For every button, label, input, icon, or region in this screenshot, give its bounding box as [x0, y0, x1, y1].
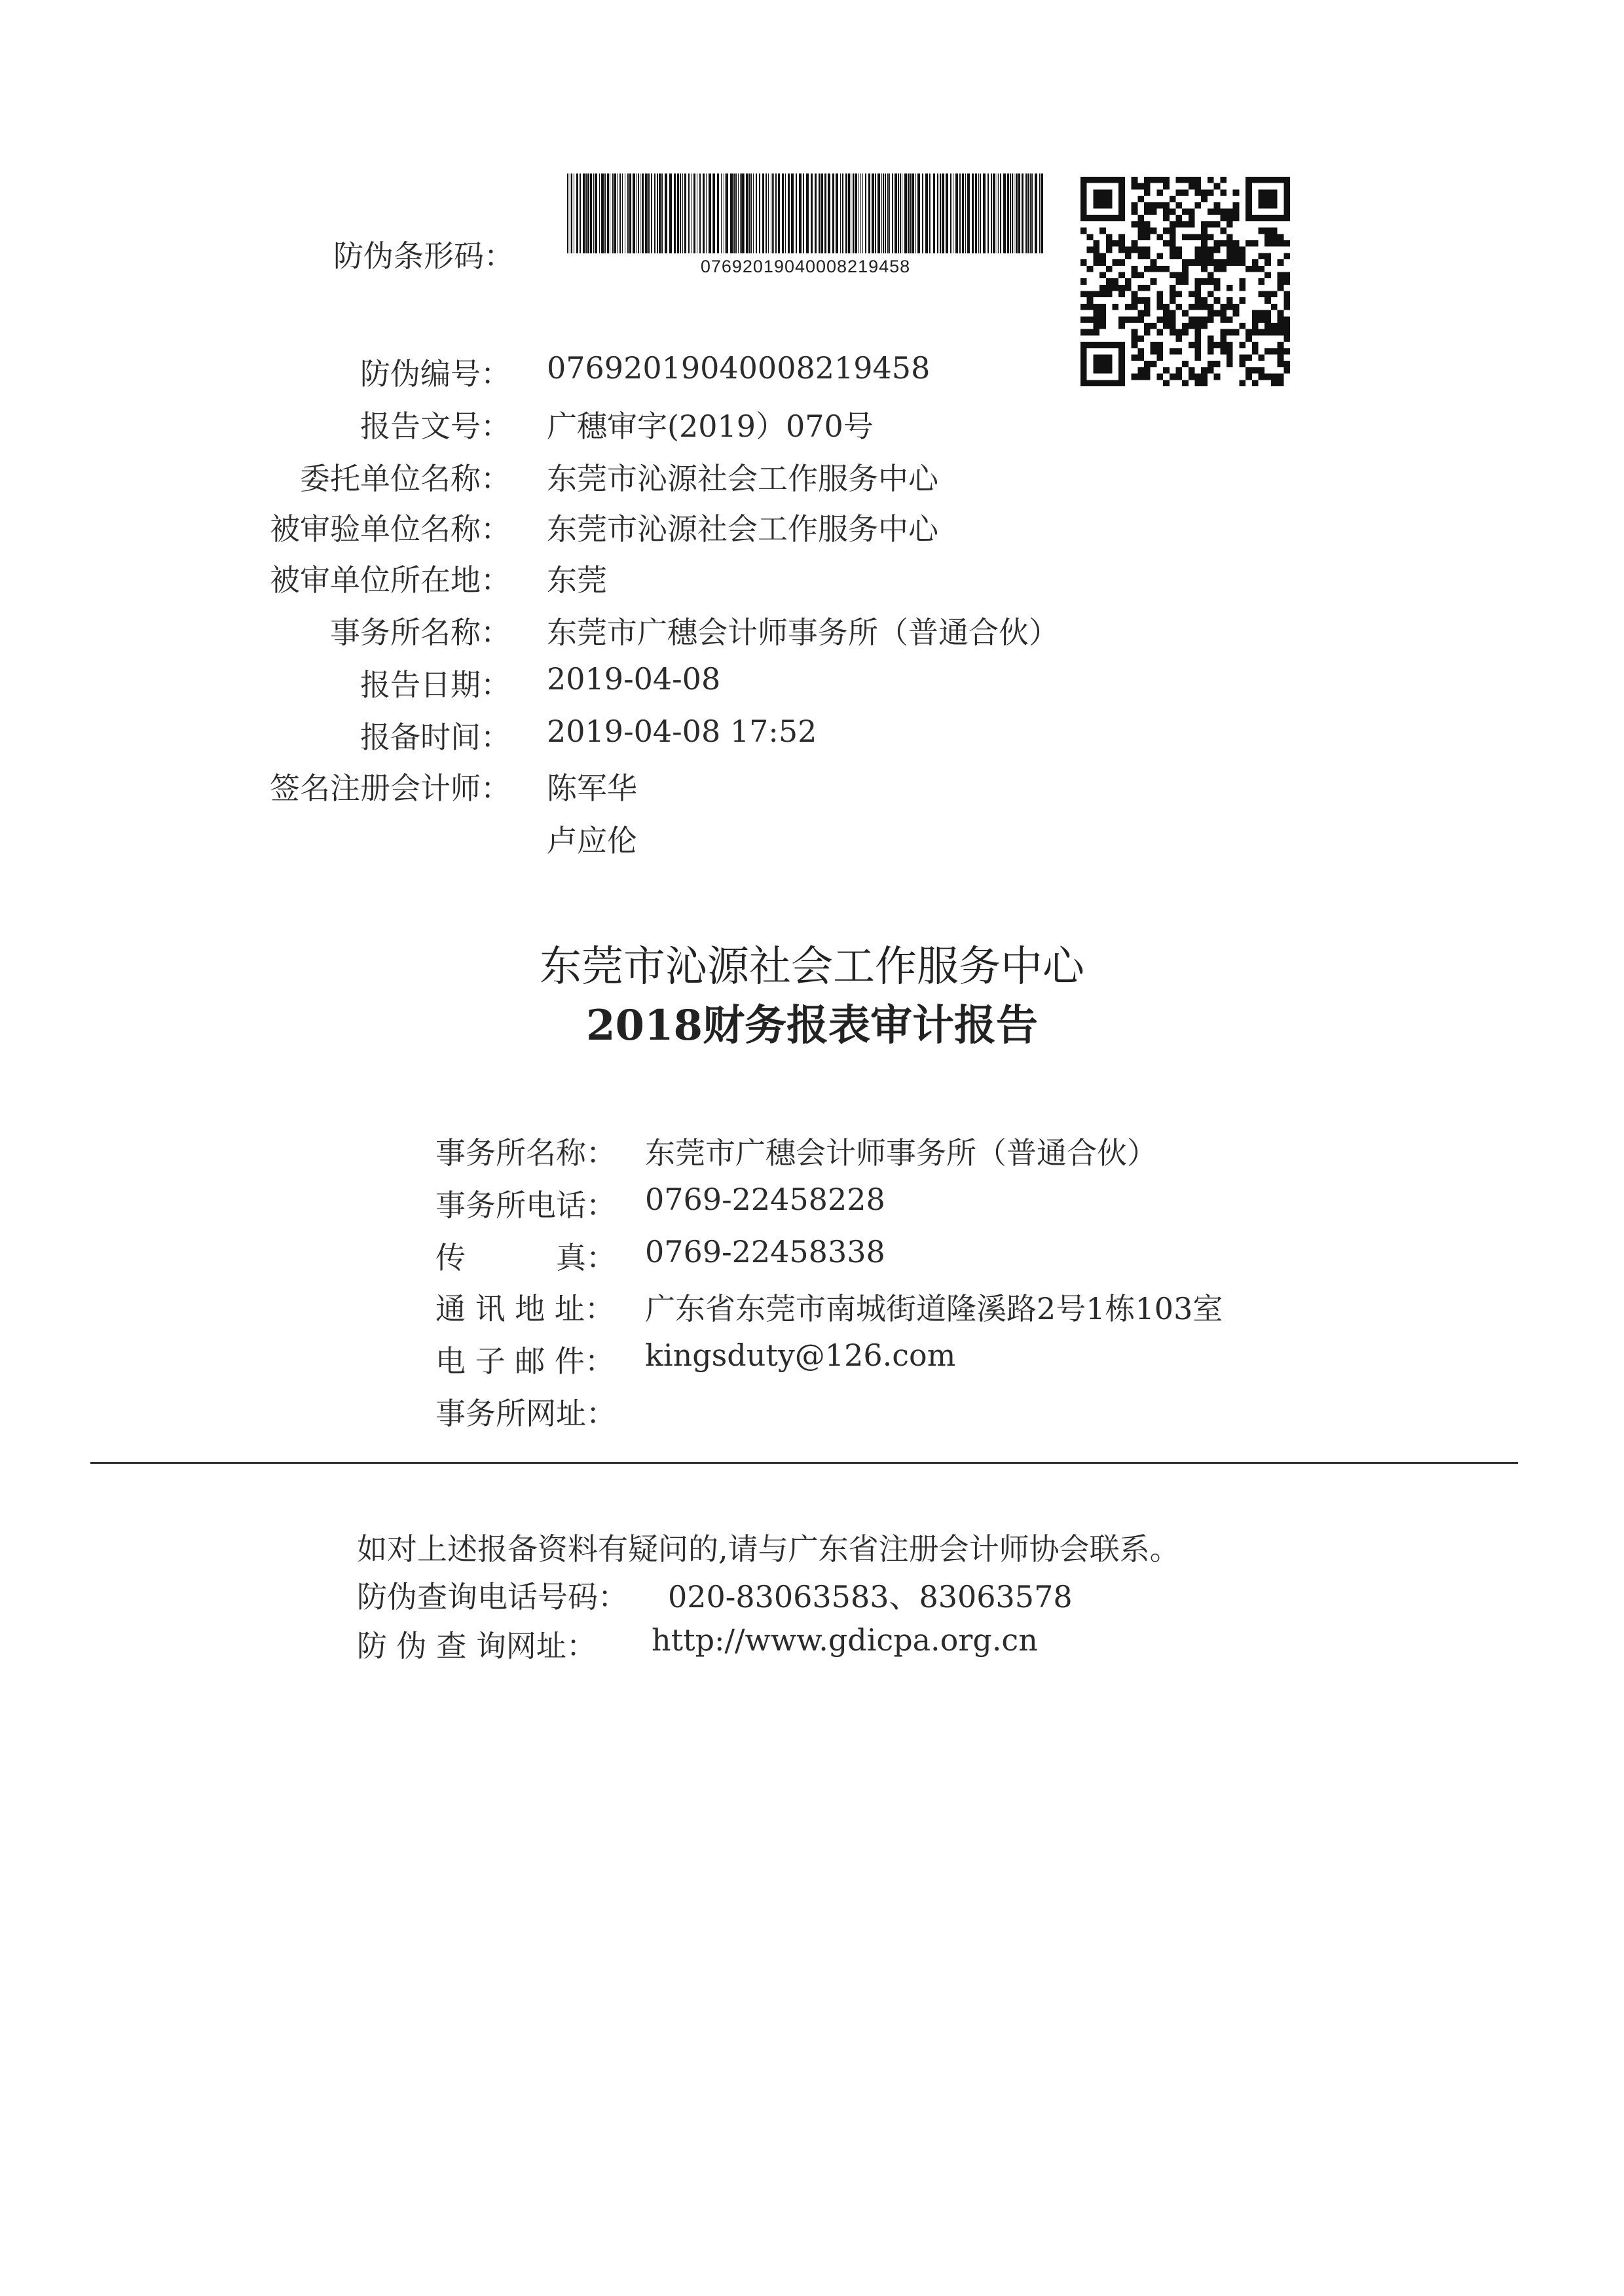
field-label: 事务所名称：: [330, 615, 511, 650]
field-label: 委托单位名称：: [300, 461, 511, 496]
contact-label: 电 子 邮 件：: [435, 1343, 615, 1379]
contact-value: 0769-22458338: [645, 1234, 885, 1269]
field-label: 防伪编号：: [360, 356, 511, 392]
field-label: 被审单位所在地：: [270, 562, 511, 598]
field-label: 报备时间：: [360, 720, 511, 755]
report-title-line1: 东莞市沁源社会工作服务中心: [540, 943, 1084, 991]
field-label: 被审验单位名称：: [270, 511, 511, 547]
field-value: 07692019040008219458: [547, 350, 931, 386]
barcode: [563, 173, 1048, 265]
footer-note: 如对上述报备资料有疑问的,请与广东省注册会计师协会联系。: [357, 1531, 1180, 1567]
contact-label: 事务所网址：: [435, 1396, 616, 1431]
divider: [90, 1462, 1518, 1464]
field-value: 东莞: [547, 562, 607, 598]
footer-phone-label: 防伪查询电话号码：: [357, 1579, 628, 1614]
report-title-line2: 2018财务报表审计报告: [585, 1001, 1039, 1050]
contact-label: 传 真：: [435, 1240, 616, 1275]
field-value: 广穗审字(2019）070号: [547, 409, 874, 444]
contact-value: 0769-22458228: [645, 1182, 885, 1217]
barcode-number: 07692019040008219458: [700, 257, 911, 276]
footer-phone-value: 020-83063583、83063578: [668, 1579, 1073, 1614]
qr-code-icon: [1080, 177, 1290, 386]
field-value: 2019-04-08: [547, 661, 721, 697]
contact-label: 通 讯 地 址：: [435, 1291, 615, 1326]
contact-label: 事务所名称：: [435, 1135, 616, 1171]
footer-web-label: 防 伪 查 询网址：: [357, 1628, 597, 1664]
field-value: 陈军华: [547, 771, 637, 806]
field-value: 东莞市沁源社会工作服务中心: [547, 461, 938, 496]
barcode-label: 防伪条形码：: [333, 238, 514, 274]
field-value: 东莞市广穗会计师事务所（普通合伙）: [547, 615, 1059, 650]
field-label: 签名注册会计师：: [270, 771, 511, 806]
field-value: 卢应伦: [547, 823, 637, 858]
footer-web-link[interactable]: http://www.gdicpa.org.cn: [652, 1622, 1038, 1658]
contact-value: 东莞市广穗会计师事务所（普通合伙）: [645, 1135, 1157, 1171]
field-label: 报告日期：: [360, 667, 511, 702]
contact-value: 广东省东莞市南城街道隆溪路2号1栋103室: [645, 1291, 1223, 1326]
contact-value[interactable]: kingsduty@126.com: [645, 1338, 956, 1373]
field-label: 报告文号：: [360, 409, 511, 444]
field-value: 2019-04-08 17:52: [547, 714, 817, 749]
contact-label: 事务所电话：: [435, 1188, 616, 1223]
field-value: 东莞市沁源社会工作服务中心: [547, 511, 938, 547]
